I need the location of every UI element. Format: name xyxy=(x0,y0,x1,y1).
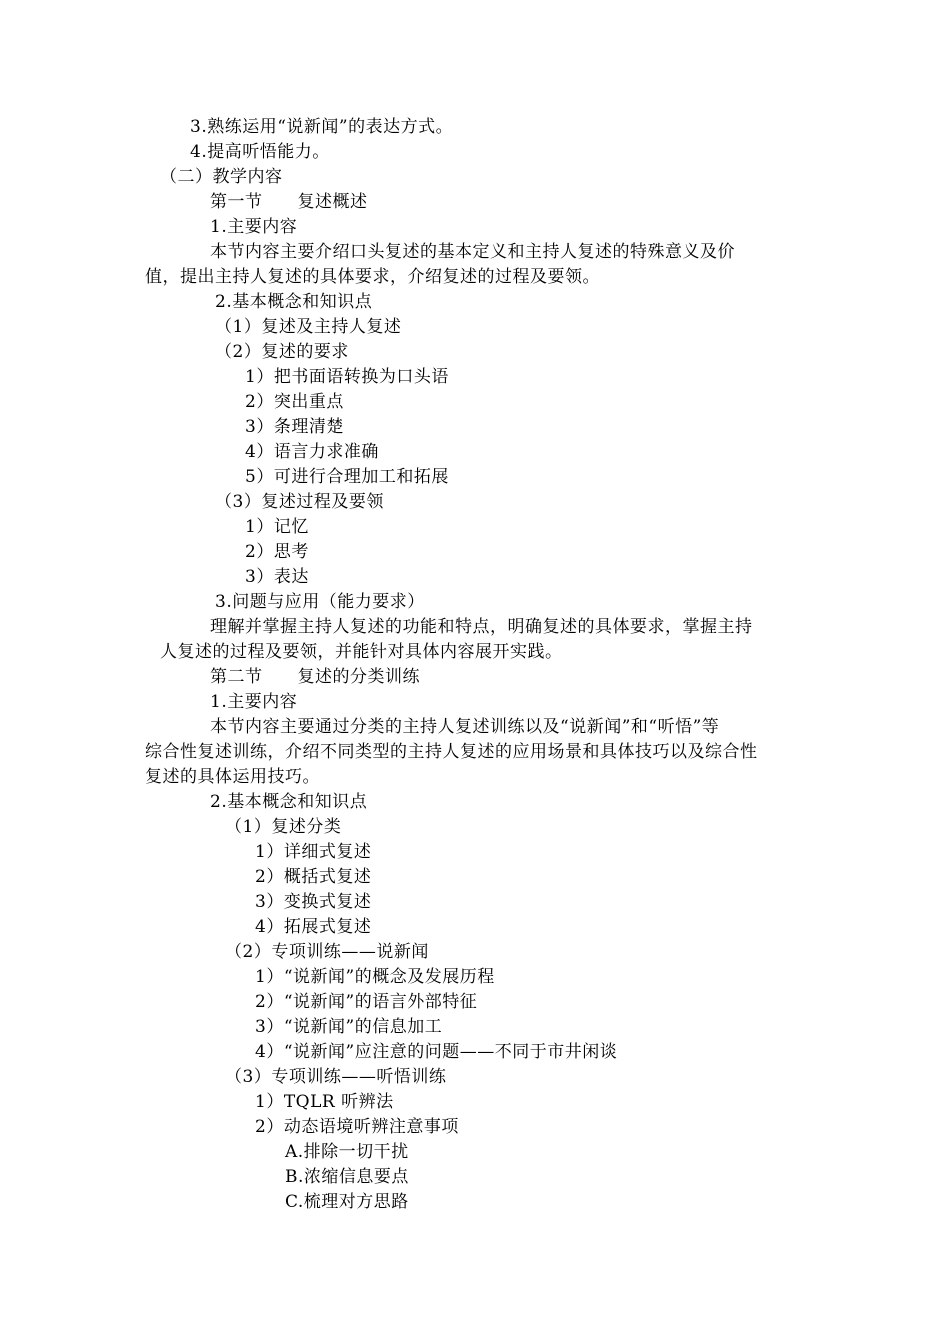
paragraph-line: 本节内容主要介绍口头复述的基本定义和主持人复述的特殊意义及价 xyxy=(210,242,735,262)
list-item: 1）把书面语转换为口头语 xyxy=(245,367,449,387)
list-item: A.排除一切干扰 xyxy=(285,1142,409,1162)
list-item: （3）复述过程及要领 xyxy=(215,492,384,512)
list-item: 4）拓展式复述 xyxy=(255,917,372,937)
paragraph-line: 理解并掌握主持人复述的功能和特点，明确复述的具体要求，掌握主持 xyxy=(210,617,753,637)
list-item: 4）语言力求准确 xyxy=(245,442,379,462)
list-item: （1）复述分类 xyxy=(225,817,342,837)
list-item: 3）变换式复述 xyxy=(255,892,372,912)
list-item: 1）详细式复述 xyxy=(255,842,372,862)
list-item: （2）专项训练——说新闻 xyxy=(225,942,429,962)
objective-4: 4.提高听悟能力。 xyxy=(190,142,330,162)
chapter-2-title: 第二节 复述的分类训练 xyxy=(210,667,420,687)
list-item: 1）“说新闻”的概念及发展历程 xyxy=(255,967,495,987)
list-item: 4）“说新闻”应注意的问题——不同于市井闲谈 xyxy=(255,1042,618,1062)
paragraph-line: 复述的具体运用技巧。 xyxy=(145,767,320,787)
list-item: 1）TQLR 听辨法 xyxy=(255,1092,394,1112)
main-content-heading: 1.主要内容 xyxy=(210,217,298,237)
list-item: 3）条理清楚 xyxy=(245,417,344,437)
list-item: 1）记忆 xyxy=(245,517,309,537)
list-item: （1）复述及主持人复述 xyxy=(215,317,402,337)
concepts-heading: 2.基本概念和知识点 xyxy=(215,292,373,312)
list-item: 2）概括式复述 xyxy=(255,867,372,887)
concepts-heading: 2.基本概念和知识点 xyxy=(210,792,368,812)
application-heading: 3.问题与应用（能力要求） xyxy=(215,592,425,612)
list-item: 2）动态语境听辨注意事项 xyxy=(255,1117,459,1137)
paragraph-line: 本节内容主要通过分类的主持人复述训练以及“说新闻”和“听悟”等 xyxy=(210,717,720,737)
list-item: （2）复述的要求 xyxy=(215,342,349,362)
main-content-heading: 1.主要内容 xyxy=(210,692,298,712)
list-item: 2）思考 xyxy=(245,542,309,562)
paragraph-line: 综合性复述训练，介绍不同类型的主持人复述的应用场景和具体技巧以及综合性 xyxy=(145,742,758,762)
list-item: （3）专项训练——听悟训练 xyxy=(225,1067,447,1087)
paragraph-line: 值，提出主持人复述的具体要求，介绍复述的过程及要领。 xyxy=(145,267,600,287)
section-heading-teaching-content: （二）教学内容 xyxy=(160,167,283,187)
list-item: C.梳理对方思路 xyxy=(285,1192,409,1212)
chapter-1-title: 第一节 复述概述 xyxy=(210,192,368,212)
list-item: 2）突出重点 xyxy=(245,392,344,412)
objective-3: 3.熟练运用“说新闻”的表达方式。 xyxy=(190,117,454,137)
list-item: B.浓缩信息要点 xyxy=(285,1167,409,1187)
list-item: 5）可进行合理加工和拓展 xyxy=(245,467,449,487)
list-item: 3）表达 xyxy=(245,567,309,587)
list-item: 3）“说新闻”的信息加工 xyxy=(255,1017,443,1037)
list-item: 2）“说新闻”的语言外部特征 xyxy=(255,992,478,1012)
paragraph-line: 人复述的过程及要领，并能针对具体内容展开实践。 xyxy=(160,642,563,662)
